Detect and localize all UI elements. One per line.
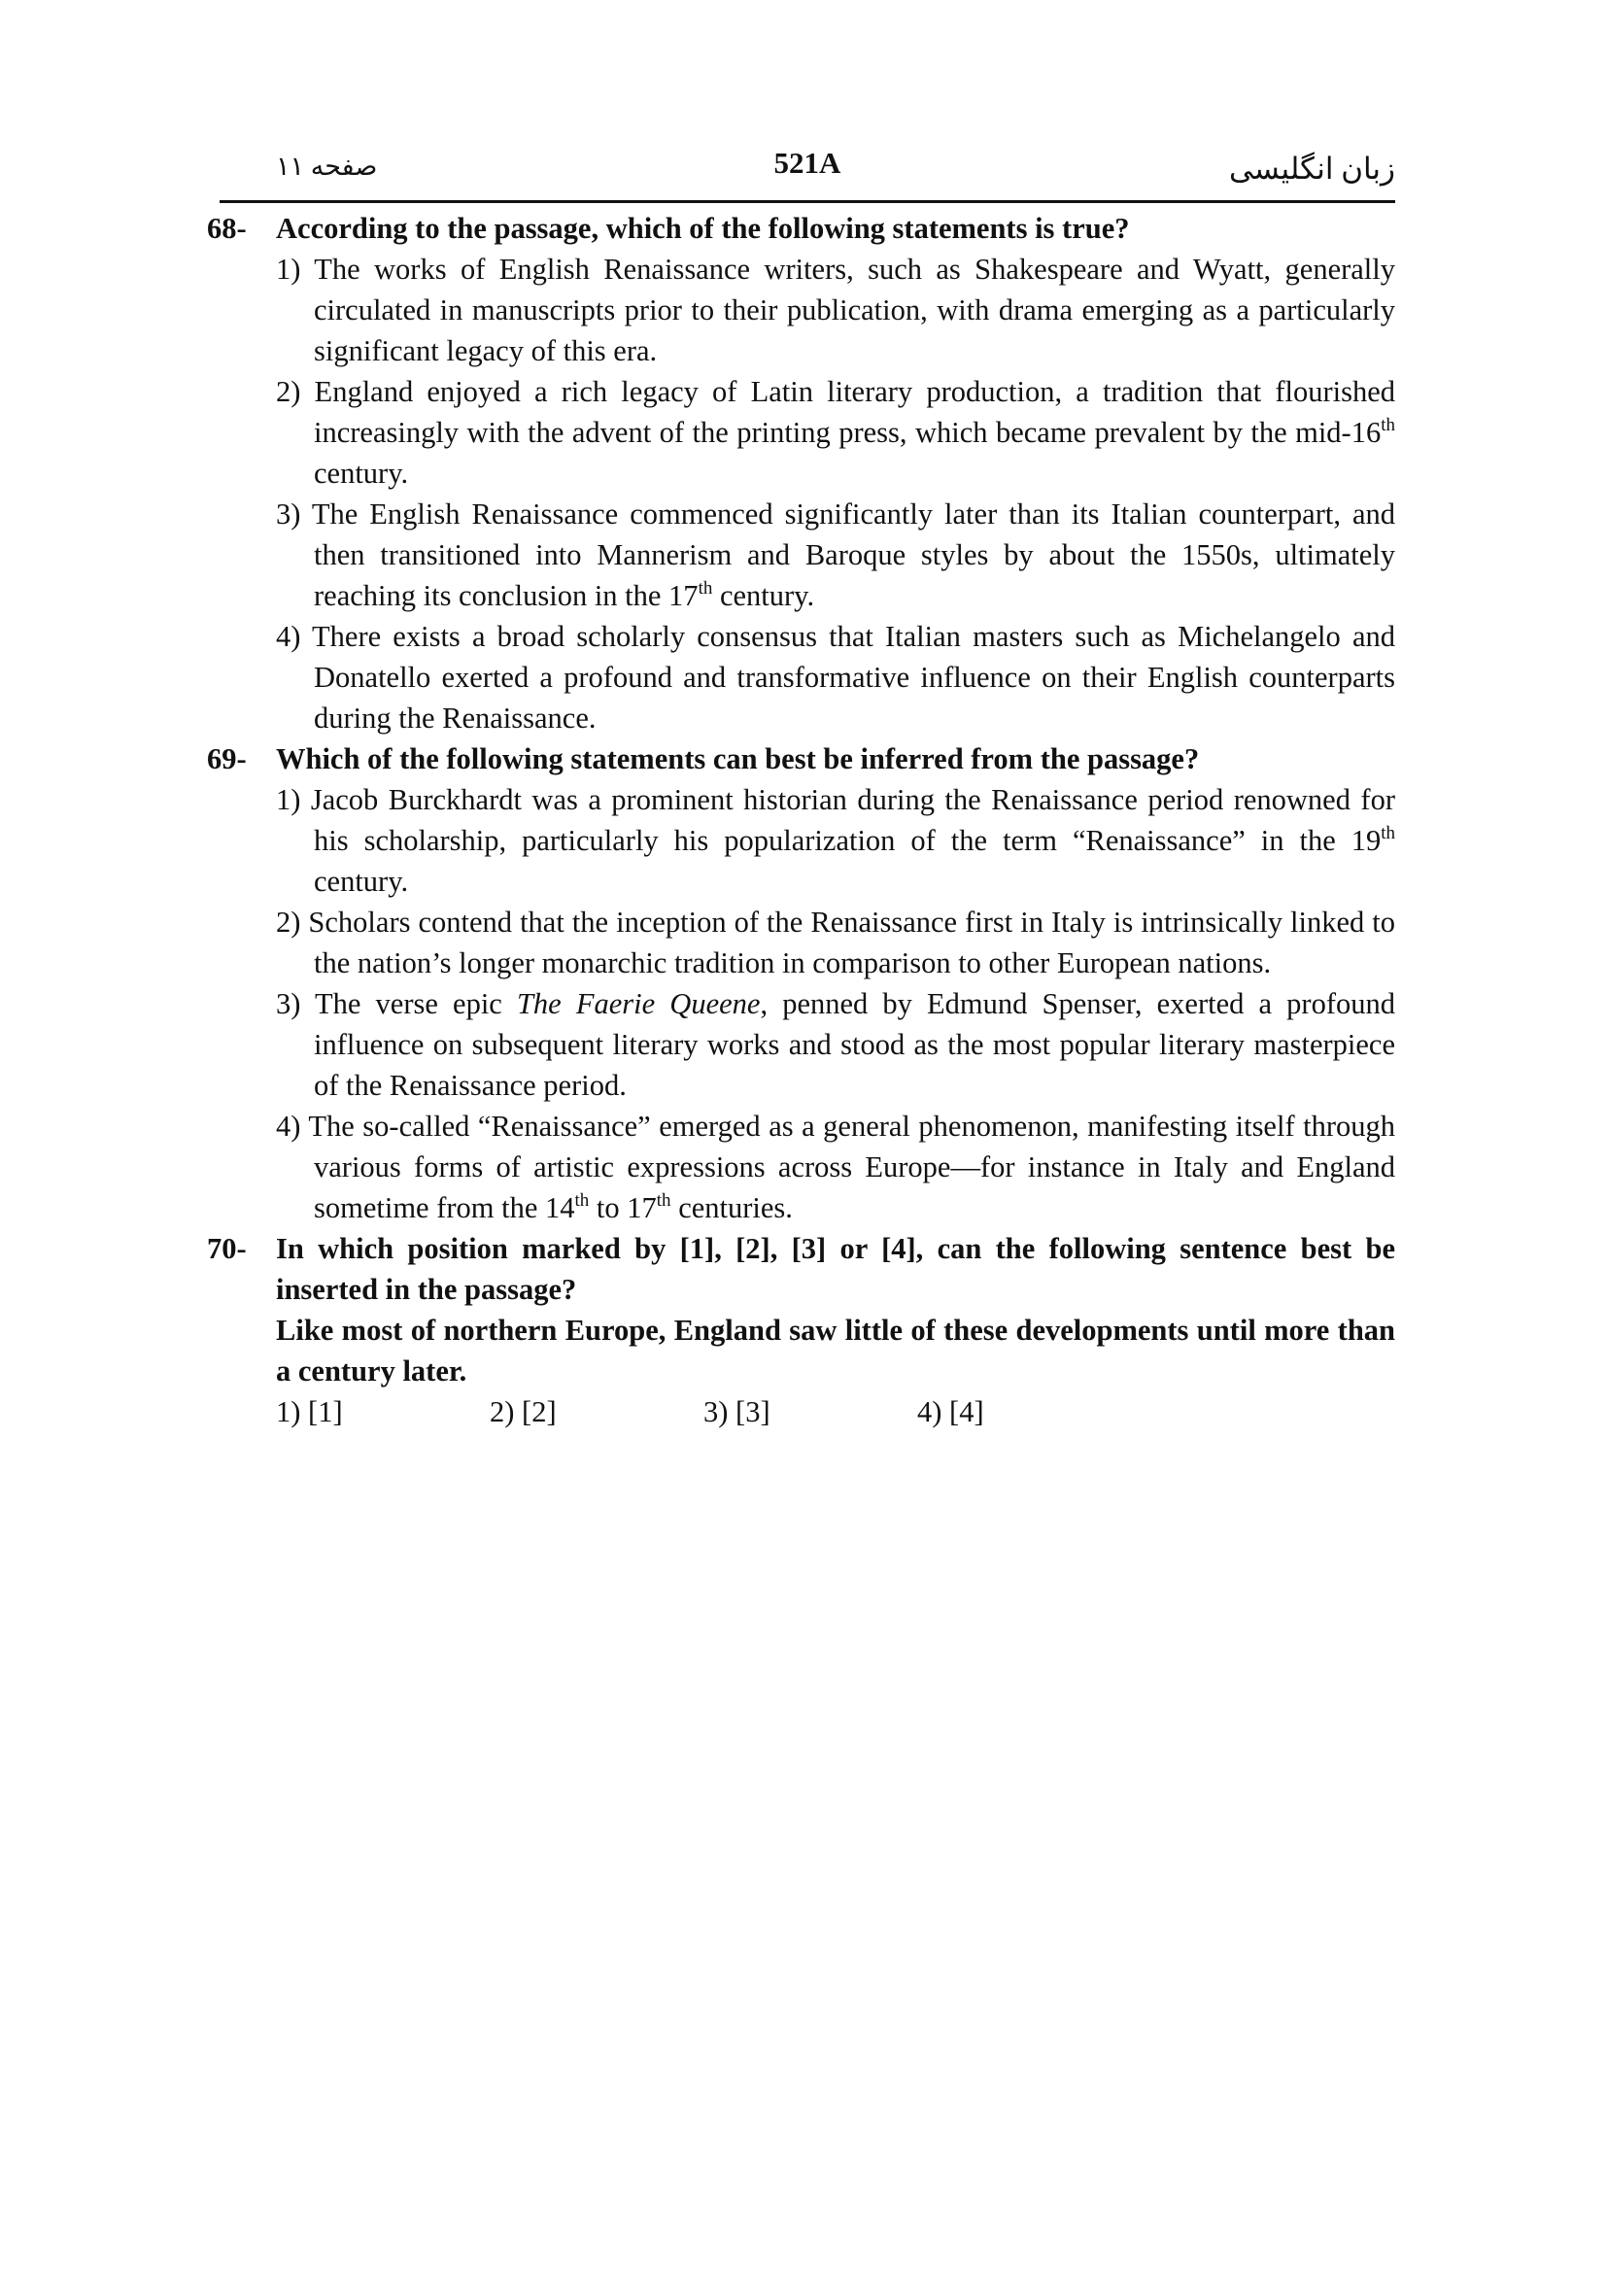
option-1: 1) The works of English Renaissance writers, such as Shakespeare and Wyatt, generally circulated in manuscripts prior to their publication, with drama emerging as a particularly significant legacy of this era. <box>276 253 1395 367</box>
question-stem: In which position marked by [1], [2], [3] or [4], can the following sentence best be inserted in the passage? <box>276 1232 1395 1306</box>
subject-title: زبان انگلیسی <box>1228 152 1395 186</box>
exam-code: 521A <box>773 146 841 180</box>
question-69 <box>207 738 1395 1228</box>
question-number: 69- <box>207 742 247 775</box>
questions-content <box>207 208 1395 1432</box>
question-number: 68- <box>207 212 247 245</box>
insert-sentence: Like most of northern Europe, England saw little of these developments until more than a century later. <box>276 1314 1395 1388</box>
question-68 <box>207 208 1395 738</box>
page-header <box>220 146 1395 203</box>
options-row <box>276 1391 1131 1432</box>
option-3: 3) [3] <box>703 1395 770 1428</box>
question-number: 70- <box>207 1232 247 1265</box>
option-1: 1) [1] <box>276 1395 343 1428</box>
option-3: 3) The verse epic The Faerie Queene, penned by Edmund Spenser, exerted a profound influence on subsequent literary works and stood as the most popular literary masterpiece of the Renaissance period. <box>276 987 1395 1102</box>
option-2: 2) England enjoyed a rich legacy of Latin literary production, a tradition that flourished increasingly with the advent of the printing press, which became prevalent by the mid-16th century. <box>276 375 1395 490</box>
option-1: 1) Jacob Burckhardt was a prominent historian during the Renaissance period renowned for his scholarship, particularly his popularization of the term “Renaissance” in the 19th century. <box>276 783 1395 898</box>
page-number-label: صفحه ۱۱ <box>276 152 378 181</box>
option-2: 2) [2] <box>490 1395 557 1428</box>
question-70 <box>207 1228 1395 1432</box>
option-4: 4) [4] <box>917 1395 984 1428</box>
option-2: 2) Scholars contend that the inception of the Renaissance first in Italy is intrinsically linked to the nation’s longer monarchic tradition in comparison to other European nations. <box>276 906 1395 979</box>
option-4: 4) There exists a broad scholarly consensus that Italian masters such as Michelangelo and Donatello exerted a profound and transformative influence on their English counterparts during the Renaissance. <box>276 620 1395 735</box>
option-3: 3) The English Renaissance commenced significantly later than its Italian counterpart, and then transitioned into Mannerism and Baroque styles by about the 1550s, ultimately reaching its conclusion in the 17th century. <box>276 497 1395 612</box>
question-stem: Which of the following statements can best be inferred from the passage? <box>276 742 1200 775</box>
option-4: 4) The so-called “Renaissance” emerged as a general phenomenon, manifesting itself through various forms of artistic expressions across Europe—for instance in Italy and England sometime from the 14th to 17th centuries. <box>276 1110 1395 1224</box>
question-stem: According to the passage, which of the following statements is true? <box>276 212 1130 245</box>
